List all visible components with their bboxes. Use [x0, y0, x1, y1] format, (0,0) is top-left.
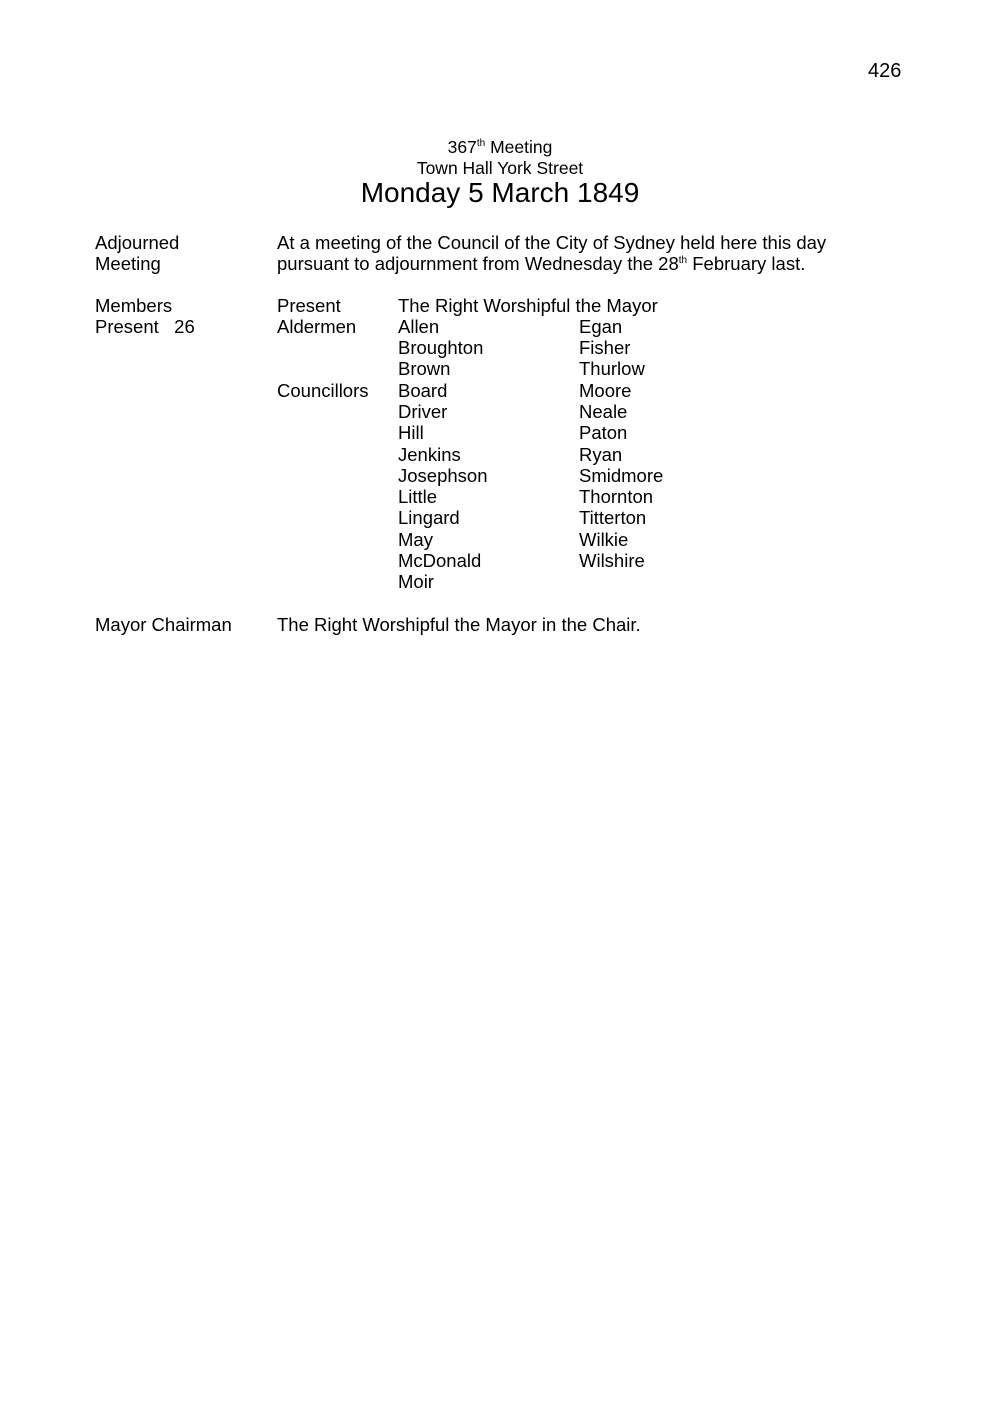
aldermen-label: Aldermen — [277, 316, 357, 337]
adjourned-text-line2-post: February last. — [687, 253, 806, 274]
meeting-number-suffix: th — [476, 138, 486, 150]
member-name: Lingard — [398, 507, 460, 528]
member-name: May — [398, 529, 433, 550]
member-name: Smidmore — [579, 465, 664, 486]
member-name: Fisher — [579, 337, 631, 358]
member-name: Jenkins — [398, 444, 461, 465]
meeting-word: Meeting — [485, 137, 553, 157]
member-name: Broughton — [398, 337, 484, 358]
member-name: Thornton — [579, 486, 654, 507]
adjourned-text-line2-pre: pursuant to adjournment from Wednesday the 28 — [277, 253, 679, 274]
councillors-label: Councillors — [277, 380, 369, 401]
members-margin-line2: Present 26 — [95, 316, 195, 337]
member-name: Driver — [398, 401, 448, 422]
mayor-present: The Right Worshipful the Mayor — [398, 295, 658, 316]
adjourned-margin-line2: Meeting — [95, 253, 161, 274]
chairman-margin: Mayor Chairman — [95, 614, 232, 635]
member-name: Josephson — [398, 465, 488, 486]
member-name: Ryan — [579, 444, 623, 465]
member-name: Neale — [579, 401, 628, 422]
member-name: Allen — [398, 316, 440, 337]
adjourned-margin-line1: Adjourned — [95, 232, 180, 253]
adjourned-text-line2 — [277, 255, 805, 274]
member-name: Thurlow — [579, 358, 645, 379]
member-name: Moir — [398, 571, 434, 592]
member-name: Paton — [579, 422, 628, 443]
member-name: Hill — [398, 422, 424, 443]
page-number: 426 — [868, 60, 902, 82]
member-name: Wilshire — [579, 550, 645, 571]
present-label: Present — [277, 295, 341, 316]
member-name: Titterton — [579, 507, 647, 528]
meeting-number — [0, 137, 1000, 158]
members-margin-line1: Members — [95, 295, 173, 316]
member-name: Brown — [398, 358, 451, 379]
member-name: Wilkie — [579, 529, 629, 550]
adjourned-text-line2-sup: th — [678, 254, 688, 266]
adjourned-text-line1: At a meeting of the Council of the City of Sydney held here this day — [277, 232, 827, 253]
meeting-number-value: 367 — [447, 137, 477, 157]
member-name: McDonald — [398, 550, 482, 571]
meeting-venue: Town Hall York Street — [416, 158, 584, 178]
meeting-date: Monday 5 March 1849 — [360, 177, 640, 208]
member-name: Egan — [579, 316, 623, 337]
member-name: Little — [398, 486, 438, 507]
chairman-text: The Right Worshipful the Mayor in the Chair. — [277, 614, 641, 635]
member-name: Board — [398, 380, 448, 401]
member-name: Moore — [579, 380, 632, 401]
